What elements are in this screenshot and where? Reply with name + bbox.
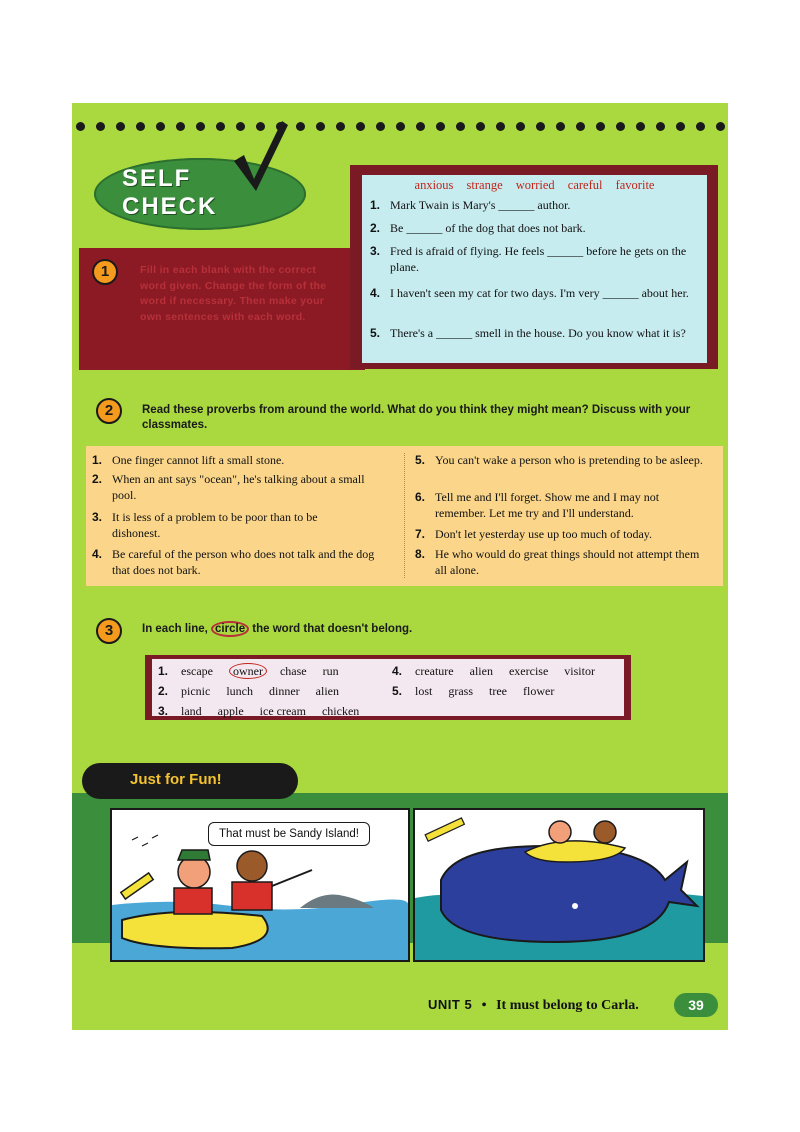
- item-text: There's a ______ smell in the house. Do you know what it is?: [390, 326, 686, 340]
- textbook-page: [72, 103, 728, 1030]
- border-dot: [716, 122, 725, 131]
- border-dot: [336, 122, 345, 131]
- word: alien: [469, 664, 493, 678]
- word: grass: [448, 684, 474, 698]
- proverb-number: 8.: [415, 547, 426, 561]
- border-dot: [116, 122, 125, 131]
- exercise-item: [370, 243, 700, 275]
- title-line-2: CHECK: [122, 193, 218, 220]
- word-bank-item: favorite: [615, 178, 655, 192]
- word: flower: [523, 684, 555, 698]
- line-number: 4.: [392, 664, 403, 678]
- page-footer: [428, 997, 639, 1014]
- proverb-text: When an ant says "ocean", he's talking about a small pool.: [112, 472, 365, 502]
- word: visitor: [564, 664, 595, 678]
- word: chase: [279, 664, 307, 678]
- section1-exercise-panel: [361, 174, 708, 364]
- unit-title: It must belong to Carla.: [496, 998, 639, 1013]
- word-bank: [362, 178, 707, 193]
- proverb-number: 1.: [92, 453, 103, 467]
- border-dot: [296, 122, 305, 131]
- proverb-text: Tell me and I'll forget. Show me and I may not remember. Let me try and I'll understand.: [435, 490, 660, 520]
- circled-word: circle: [211, 621, 249, 637]
- line-number: 5.: [392, 684, 403, 698]
- item-number: 3.: [370, 244, 381, 258]
- item-number: 4.: [370, 286, 381, 300]
- item-number: 1.: [370, 198, 381, 212]
- item-text: Mark Twain is Mary's ______ author.: [390, 198, 571, 212]
- proverb-item: [92, 452, 392, 468]
- odd-line: [392, 664, 608, 679]
- instruction-text: the word that doesn't belong.: [252, 623, 413, 635]
- page-number: 39: [674, 993, 718, 1017]
- word: dinner: [269, 684, 300, 698]
- border-dot: [196, 122, 205, 131]
- line-number: 3.: [158, 704, 169, 718]
- item-text: I haven't seen my cat for two days. I'm very ______ about her.: [390, 286, 689, 300]
- border-dot: [216, 122, 225, 131]
- comic-panel-2: [413, 808, 705, 962]
- border-dot: [316, 122, 325, 131]
- section2-instruction: Read these proverbs from around the world. What do you think they might mean? Discuss with your classmates.: [142, 404, 691, 431]
- border-dot: [396, 122, 405, 131]
- word-bank-item: anxious: [414, 178, 454, 192]
- speech-bubble: That must be Sandy Island!: [208, 822, 370, 846]
- section2-number-badge: 2: [96, 398, 122, 424]
- unit-label: UNIT 5: [428, 997, 473, 1012]
- border-dot: [456, 122, 465, 131]
- item-text: Be ______ of the dog that does not bark.: [390, 221, 586, 235]
- proverb-number: 2.: [92, 472, 103, 486]
- proverb-number: 7.: [415, 527, 426, 541]
- border-dot: [376, 122, 385, 131]
- border-dot: [576, 122, 585, 131]
- odd-line: [392, 684, 567, 699]
- instruction-text: In each line,: [142, 623, 208, 635]
- word: run: [322, 664, 339, 678]
- exercise-item: [370, 325, 700, 341]
- word: picnic: [181, 684, 211, 698]
- proverb-item: [415, 452, 715, 468]
- exercise-item: [370, 197, 700, 213]
- border-dot: [136, 122, 145, 131]
- border-dot: [436, 122, 445, 131]
- comic-panel-1: [110, 808, 410, 962]
- self-check-title: [122, 165, 217, 221]
- border-dot: [476, 122, 485, 131]
- section1-number-badge: 1: [92, 259, 118, 285]
- word: ice cream: [259, 704, 306, 718]
- border-dot: [616, 122, 625, 131]
- exercise-item: [370, 220, 700, 236]
- border-dot: [496, 122, 505, 131]
- word: lost: [415, 684, 433, 698]
- word: lunch: [226, 684, 253, 698]
- item-number: 2.: [370, 221, 381, 235]
- border-dot: [96, 122, 105, 131]
- proverb-item: [92, 546, 397, 578]
- proverbs-divider: [404, 453, 405, 578]
- border-dot: [76, 122, 85, 131]
- proverb-item: [415, 489, 715, 521]
- proverb-item: [415, 526, 715, 542]
- proverb-text: Don't let yesterday use up too much of today.: [435, 527, 653, 541]
- odd-line: [158, 664, 352, 679]
- proverb-item: [92, 471, 392, 503]
- word: tree: [489, 684, 507, 698]
- word: land: [181, 704, 202, 718]
- border-dot: [356, 122, 365, 131]
- word: chicken: [321, 704, 360, 718]
- just-for-fun-label: Just for Fun!: [130, 771, 222, 788]
- border-dot: [696, 122, 705, 131]
- proverb-number: 5.: [415, 453, 426, 467]
- word-bank-item: worried: [515, 178, 555, 192]
- border-dot: [636, 122, 645, 131]
- word: alien: [315, 684, 339, 698]
- proverb-text: Be careful of the person who does not talk and the dog that does not bark.: [112, 547, 375, 577]
- item-text: Fred is afraid of flying. He feels ______ before he gets on the plane.: [390, 244, 687, 274]
- word: escape: [181, 664, 213, 678]
- proverb-number: 4.: [92, 547, 103, 561]
- line-number: 1.: [158, 664, 169, 678]
- word: exercise: [508, 664, 549, 678]
- proverb-text: You can't wake a person who is pretending to be asleep.: [435, 453, 703, 467]
- checkmark-icon: [230, 117, 290, 193]
- proverb-number: 3.: [92, 510, 103, 524]
- odd-line: [158, 684, 352, 699]
- border-dot: [416, 122, 425, 131]
- section3-number-badge: 3: [96, 618, 122, 644]
- word-bank-item: careful: [567, 178, 603, 192]
- line-number: 2.: [158, 684, 169, 698]
- border-dot: [536, 122, 545, 131]
- proverb-item: [415, 546, 715, 578]
- proverb-text: One finger cannot lift a small stone.: [112, 453, 285, 467]
- border-dot: [656, 122, 665, 131]
- dotted-border: [72, 117, 728, 135]
- exercise-item: [370, 285, 700, 301]
- border-dot: [516, 122, 525, 131]
- separator: •: [481, 998, 487, 1013]
- proverb-number: 6.: [415, 490, 426, 504]
- section1-instruction: Fill in each blank with the correct word given. Change the form of the word if necessary. Then make your own sentences with each word.: [140, 264, 327, 323]
- border-dot: [556, 122, 565, 131]
- comic-scene-2-illustration: [415, 810, 703, 960]
- word-circled: owner: [229, 663, 267, 679]
- proverb-text: He who would do great things should not attempt them all alone.: [435, 547, 700, 577]
- proverb-item: [92, 509, 392, 541]
- odd-line: [158, 704, 372, 719]
- word: creature: [415, 664, 454, 678]
- proverb-text: It is less of a problem to be poor than to be dishonest.: [112, 510, 318, 540]
- word: apple: [217, 704, 244, 718]
- border-dot: [156, 122, 165, 131]
- item-number: 5.: [370, 326, 381, 340]
- word-bank-item: strange: [466, 178, 503, 192]
- border-dot: [596, 122, 605, 131]
- section3-instruction: [142, 623, 412, 635]
- border-dot: [176, 122, 185, 131]
- border-dot: [676, 122, 685, 131]
- title-line-1: SELF: [122, 165, 192, 192]
